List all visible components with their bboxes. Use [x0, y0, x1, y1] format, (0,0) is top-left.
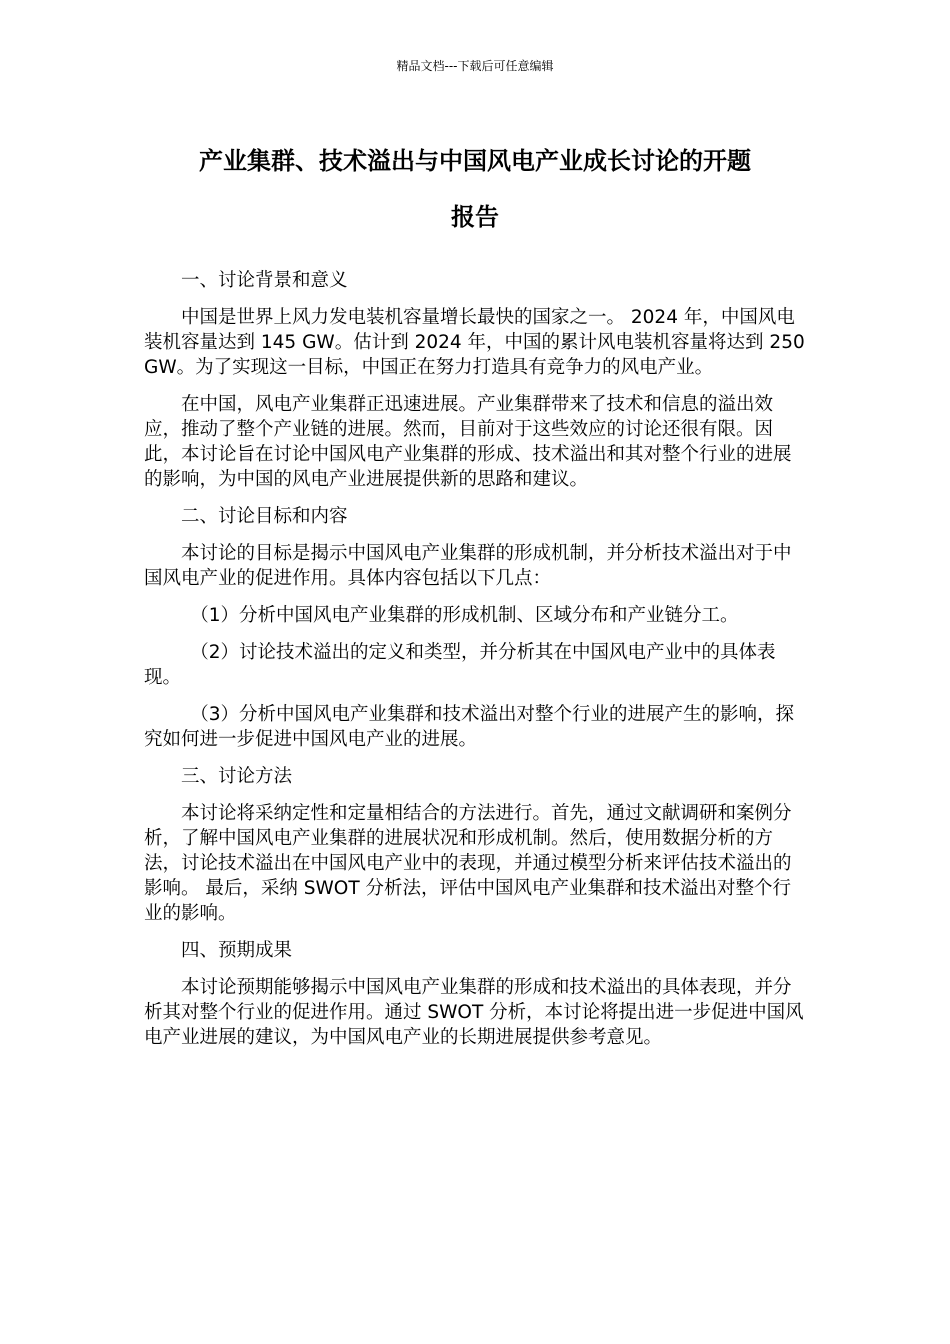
- section-heading-objectives: 二、讨论目标和内容: [181, 506, 348, 527]
- paragraph-background-2: 在中国，风电产业集群正迅速进展。产业集群带来了技术和信息的溢出效应，推动了整个产业链的进展。然而，目前对于这些效应的讨论还很有限。因此，本讨论旨在讨论中国风电产业集群的形成、技术溢出和其对整个行业的进展的影响，为中国的风电产业进展提供新的思路和建议。: [144, 394, 792, 490]
- paragraph-objectives: 本讨论的目标是揭示中国风电产业集群的形成机制，并分析技术溢出对于中国风电产业的促进作用。具体内容包括以下几点：: [144, 543, 792, 589]
- list-item-3: （3）分析中国风电产业集群和技术溢出对整个行业的进展产生的影响，探究如何进一步促进中国风电产业的进展。: [144, 704, 795, 750]
- title-line-1: 产业集群、技术溢出与中国风电产业成长讨论的开题: [199, 147, 751, 175]
- document-title: [140, 133, 810, 245]
- section-heading-methods: 三、讨论方法: [181, 766, 293, 787]
- title-line-2: 报告: [451, 203, 499, 231]
- paragraph-background-1: 中国是世界上风力发电装机容量增长最快的国家之一。 2024 年，中国风电装机容量达到 145 GW。估计到 2024 年，中国的累计风电装机容量将达到 250 GW。为了实现这一目标，中国正在努力打造具有竞争力的风电产业。: [144, 307, 805, 378]
- section-heading-outcomes: 四、预期成果: [181, 940, 293, 961]
- page-header: 精品文档---下载后可任意编辑: [396, 59, 554, 73]
- list-item-2: （2）讨论技术溢出的定义和类型，并分析其在中国风电产业中的具体表现。: [144, 642, 776, 688]
- document-body: [144, 268, 808, 1062]
- paragraph-outcomes: 本讨论预期能够揭示中国风电产业集群的形成和技术溢出的具体表现，并分析其对整个行业的促进作用。通过 SWOT 分析，本讨论将提出进一步促进中国风电产业进展的建议，为中国风电产业的长期进展提供参考意见。: [144, 977, 804, 1048]
- paragraph-methods: 本讨论将采纳定性和定量相结合的方法进行。首先，通过文献调研和案例分析，了解中国风电产业集群的进展状况和形成机制。然后，使用数据分析的方法，讨论技术溢出在中国风电产业中的表现，并通过模型分析来评估技术溢出的影响。 最后，采纳 SWOT 分析法，评估中国风电产业集群和技术溢出对整个行业的影响。: [144, 803, 792, 924]
- list-item-1: （1）分析中国风电产业集群的形成机制、区域分布和产业链分工。: [190, 605, 739, 626]
- section-heading-background: 一、讨论背景和意义: [181, 270, 348, 291]
